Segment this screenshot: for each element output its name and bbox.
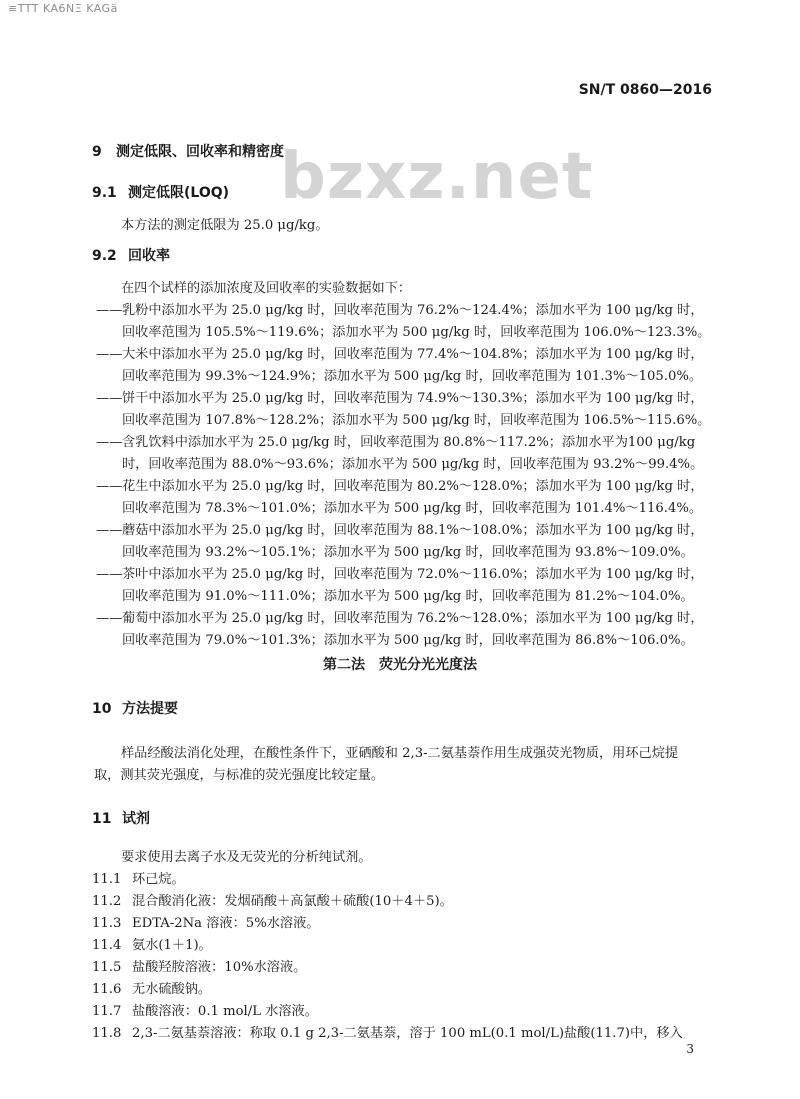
dash-mark: —— <box>96 435 123 450</box>
section-number: 9.2 <box>92 248 117 264</box>
dash-mark: —— <box>96 523 123 538</box>
section-10-heading <box>92 698 178 718</box>
section-9-2-heading <box>92 245 170 265</box>
recovery-item-8: ——葡萄中添加水平为 25.0 μg/kg 时，回收率范围为 76.2%～128.0%；添加水平为 100 μg/kg 时， <box>96 611 704 626</box>
method-summary-line-1: 样品经酸法消化处理，在酸性条件下，亚硒酸和 2,3-二氨基萘作用生成强荧光物质，用环己烷提 <box>121 746 679 761</box>
method-summary-line-2: 取，测其荧光强度，与标准的荧光强度比较定量。 <box>94 768 385 783</box>
reagent-item: 11.6 无水硫酸钠。 <box>92 982 212 997</box>
section-number: 11 <box>92 811 112 827</box>
recovery-item-5-cont: 回收率范围为 78.3%～101.0%；添加水平为 500 μg/kg 时，回收率范围为 101.4%～116.4%。 <box>122 501 703 516</box>
recovery-item-4: ——含乳饮料中添加水平为 25.0 μg/kg 时，回收率范围为 80.8%～117.2%；添加水平为100 μg/kg <box>96 435 696 450</box>
reagent-number: 11.2 <box>92 894 122 909</box>
reagent-item: 11.8 2,3-二氨基萘溶液：称取 0.1 g 2,3-二氨基萘，溶于 100 mL(0.1 mol/L)盐酸(11.7)中，移入 <box>92 1026 683 1041</box>
section-title: 回收率 <box>128 248 170 264</box>
loq-text: 本方法的测定低限为 25.0 μg/kg。 <box>121 218 329 233</box>
recovery-item-2-cont: 回收率范围为 99.3%～124.9%；添加水平为 500 μg/kg 时，回收率范围为 101.3%～105.0%。 <box>122 369 703 384</box>
section-number: 10 <box>92 701 112 717</box>
section-title: 测定低限(LOQ) <box>128 185 230 201</box>
recovery-item-6-cont: 回收率范围为 93.2%～105.1%；添加水平为 500 μg/kg 时，回收率范围为 93.8%～109.0%。 <box>122 545 694 560</box>
reagent-number: 11.4 <box>92 938 122 953</box>
dash-mark: —— <box>96 391 123 406</box>
recovery-item-4-cont: 时，回收率范围为 88.0%～93.6%；添加水平为 500 μg/kg 时，回收率范围为 93.2%～99.4%。 <box>122 457 704 472</box>
dash-mark: —— <box>96 567 123 582</box>
recovery-item-7: ——茶叶中添加水平为 25.0 μg/kg 时，回收率范围为 72.0%～116.0%；添加水平为 100 μg/kg 时， <box>96 567 704 582</box>
recovery-item-7-cont: 回收率范围为 91.0%～111.0%；添加水平为 500 μg/kg 时，回收率范围为 81.2%～104.0%。 <box>122 589 694 604</box>
dash-mark: —— <box>96 611 123 626</box>
reagent-number: 11.6 <box>92 982 122 997</box>
reagent-number: 11.3 <box>92 916 122 931</box>
recovery-item-1: ——乳粉中添加水平为 25.0 μg/kg 时，回收率范围为 76.2%～124.4%；添加水平为 100 μg/kg 时， <box>96 303 704 318</box>
reagent-number: 11.7 <box>92 1004 122 1019</box>
reagent-item: 11.7 盐酸溶液：0.1 mol/L 水溶液。 <box>92 1004 318 1019</box>
dash-mark: —— <box>96 303 123 318</box>
reagent-item: 11.5 盐酸羟胺溶液：10%水溶液。 <box>92 960 307 975</box>
watermark: bzxz.net <box>280 140 594 214</box>
dash-mark: —— <box>96 347 123 362</box>
recovery-item-2: ——大米中添加水平为 25.0 μg/kg 时，回收率范围为 77.4%～104.8%；添加水平为 100 μg/kg 时， <box>96 347 704 362</box>
reagent-number: 11.8 <box>92 1026 122 1041</box>
recovery-item-1-cont: 回收率范围为 105.5%～119.6%；添加水平为 500 μg/kg 时，回收率范围为 106.0%～123.3%。 <box>122 325 711 340</box>
reagent-item: 11.4 氨水(1＋1)。 <box>92 938 212 953</box>
section-title: 测定低限、回收率和精密度 <box>116 144 284 160</box>
section-9-heading <box>92 141 284 161</box>
standard-code: SN/T 0860—2016 <box>578 82 712 98</box>
recovery-item-8-cont: 回收率范围为 79.0%～101.3%；添加水平为 500 μg/kg 时，回收率范围为 86.8%～106.0%。 <box>122 633 694 648</box>
corner-mark: ≡TTT KA6NΞ KAGā <box>8 2 118 15</box>
recovery-item-6: ——蘑菇中添加水平为 25.0 μg/kg 时，回收率范围为 88.1%～108.0%；添加水平为 100 μg/kg 时， <box>96 523 704 538</box>
recovery-item-5: ——花生中添加水平为 25.0 μg/kg 时，回收率范围为 80.2%～128.0%；添加水平为 100 μg/kg 时， <box>96 479 704 494</box>
section-11-heading <box>92 808 150 828</box>
section-number: 9 <box>92 144 102 160</box>
reagent-intro: 要求使用去离子水及无荧光的分析纯试剂。 <box>121 850 372 865</box>
method-2-title: 第二法 荧光分光光度法 <box>323 657 477 673</box>
recovery-item-3-cont: 回收率范围为 107.8%～128.2%；添加水平为 500 μg/kg 时，回收率范围为 106.5%～115.6%。 <box>122 413 711 428</box>
recovery-item-3: ——饼干中添加水平为 25.0 μg/kg 时，回收率范围为 74.9%～130.3%；添加水平为 100 μg/kg 时， <box>96 391 704 406</box>
recovery-intro: 在四个试样的添加浓度及回收率的实验数据如下： <box>121 281 412 296</box>
section-number: 9.1 <box>92 185 117 201</box>
reagent-item: 11.2 混合酸消化液：发烟硝酸＋高氯酸＋硫酸(10＋4＋5)。 <box>92 894 453 909</box>
page-number: 3 <box>686 1042 694 1056</box>
section-title: 试剂 <box>122 811 150 827</box>
reagent-item: 11.3 EDTA-2Na 溶液：5%水溶液。 <box>92 916 320 931</box>
section-9-1-heading <box>92 182 229 202</box>
dash-mark: —— <box>96 479 123 494</box>
section-title: 方法提要 <box>122 701 178 717</box>
reagent-item: 11.1 环己烷。 <box>92 872 185 887</box>
reagent-number: 11.5 <box>92 960 122 975</box>
reagent-number: 11.1 <box>92 872 122 887</box>
